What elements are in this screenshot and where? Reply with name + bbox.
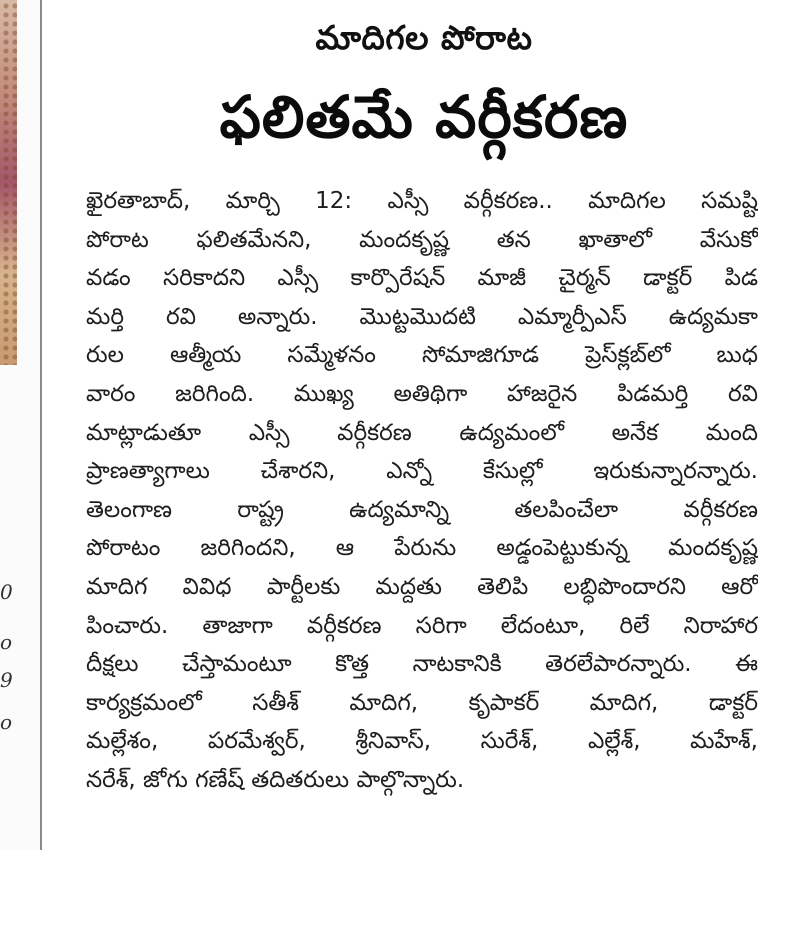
article-body-line: నరేశ్, జోగు గణేష్ తదితరులు పాల్గొన్నారు. xyxy=(86,766,465,793)
article-headline: ఫలితమే వర్గీకరణ xyxy=(219,83,629,151)
article-body-line: పోరాట ఫలితమేనని, మందకృష్ణ తన ఖాతాలో వేసుకో xyxy=(86,226,758,253)
adjacent-column xyxy=(0,0,40,850)
article-body-line: ఖైరతాబాద్, మార్చి 12: ఎస్సీ వర్గీకరణ.. మాదిగల సమష్టి xyxy=(86,188,758,214)
article-body xyxy=(86,182,758,800)
text-fragment: 9 xyxy=(0,668,13,692)
article-body-line: ప్రాణత్యాగాలు చేశారని, ఎన్నో కేసుల్లో ఇరుకున్నారన్నారు. xyxy=(86,458,758,485)
article-body-line: పోరాటం జరిగిందని, ఆ పేరును అడ్డంపెట్టుకున్న మందకృష్ణ xyxy=(86,535,758,562)
article-body-line: కార్యక్రమంలో సతీశ్ మాదిగ, కృపాకర్ మాదిగ, డాక్టర్ xyxy=(86,689,758,716)
article-body-line: పించారు. తాజాగా వర్గీకరణ సరిగా లేదంటూ, రిలే నిరాహార xyxy=(86,612,758,639)
text-fragment: 0 xyxy=(0,580,13,604)
article-body-line: మర్తి రవి అన్నారు. మొట్టమొదటి ఎమ్మార్పీఎస్ ఉద్యమకా xyxy=(86,303,758,330)
column-divider xyxy=(40,0,42,850)
article-body-line: మాట్లాడుతూ ఎస్సీ వర్గీకరణ ఉద్యమంలో అనేక మంది xyxy=(86,419,758,446)
adjacent-photo-fragment xyxy=(0,0,17,365)
news-article xyxy=(48,0,800,930)
article-body-line: వారం జరిగింది. ముఖ్య అతిథిగా హాజరైన పిడమర్తి రవి xyxy=(86,380,758,407)
article-kicker: మాదిగల పోరాట xyxy=(315,18,533,57)
article-body-line: మల్లేశం, పరమేశ్వర్, శ్రీనివాస్, సురేశ్, ఎల్లేశ్, మహేశ్, xyxy=(86,728,758,755)
article-body-line: వడం సరికాదని ఎస్సీ కార్పొరేషన్ మాజీ చైర్మన్ డాక్టర్ పిడ xyxy=(86,265,758,292)
text-fragment: o xyxy=(0,630,13,654)
article-body-line: మాదిగ వివిధ పార్టీలకు మద్దతు తెలిపి లబ్ధిపొందారని ఆరో xyxy=(86,573,758,600)
article-body-line: తెలంగాణ రాష్ట్ర ఉద్యమాన్ని తలపించేలా వర్గీకరణ xyxy=(86,496,758,523)
article-body-line: రుల ఆత్మీయ సమ్మేళనం సోమాజిగూడ ప్రెస్‌క్లబ్‌లో బుధ xyxy=(86,342,758,369)
article-body-line: దీక్షలు చేస్తామంటూ కొత్త నాటకానికి తెరలేపారన్నారు. ఈ xyxy=(86,651,758,678)
text-fragment: o xyxy=(0,710,13,734)
